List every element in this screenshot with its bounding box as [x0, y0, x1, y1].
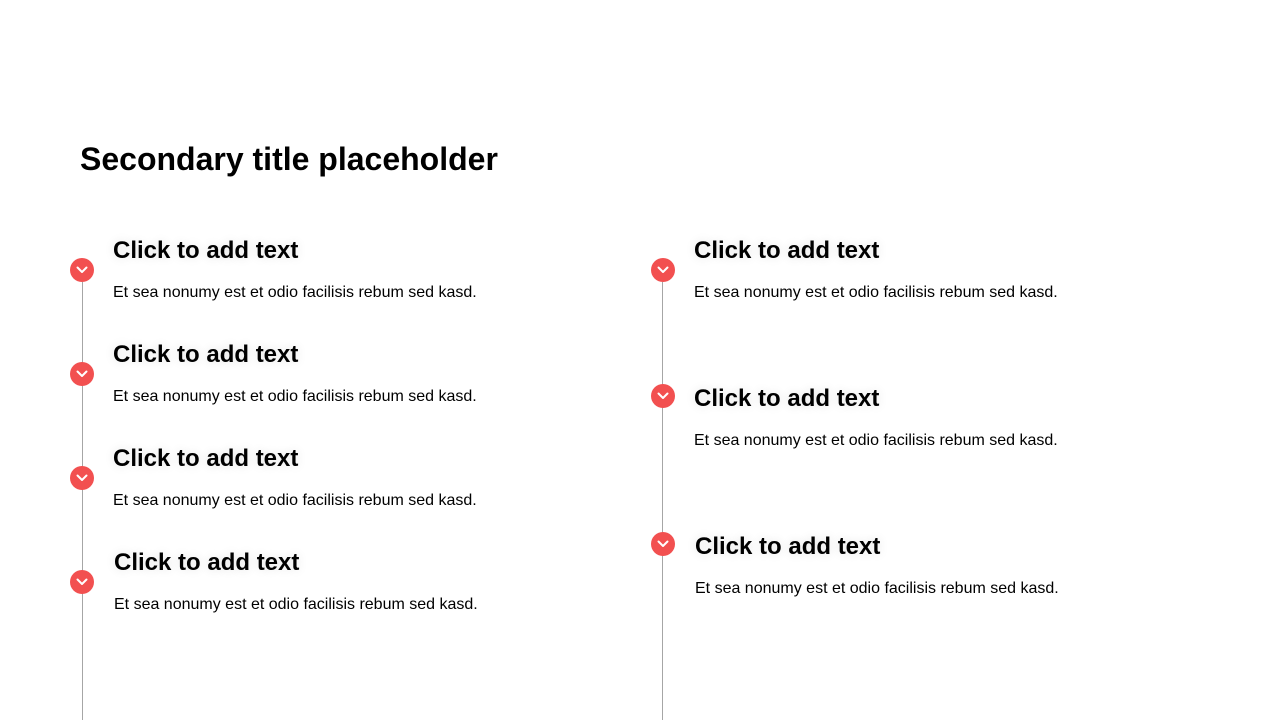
item-body[interactable]: Et sea nonumy est et odio facilisis rebum sed kasd. [114, 596, 478, 613]
item-heading[interactable]: Click to add text [113, 237, 299, 264]
chevron-down-icon [657, 266, 669, 274]
item-body[interactable]: Et sea nonumy est et odio facilisis rebum sed kasd. [694, 432, 1058, 449]
item-heading[interactable]: Click to add text [113, 445, 299, 472]
timeline-marker [651, 258, 675, 282]
timeline-marker [651, 532, 675, 556]
item-body[interactable]: Et sea nonumy est et odio facilisis rebum sed kasd. [113, 284, 477, 301]
item-heading[interactable]: Click to add text [113, 341, 299, 368]
item-body[interactable]: Et sea nonumy est et odio facilisis rebum sed kasd. [694, 284, 1058, 301]
page-title[interactable]: Secondary title placeholder [80, 141, 498, 177]
timeline-marker [70, 258, 94, 282]
timeline-marker [70, 570, 94, 594]
item-heading[interactable]: Click to add text [694, 237, 880, 264]
chevron-down-icon [76, 266, 88, 274]
item-heading[interactable]: Click to add text [694, 385, 880, 412]
chevron-down-icon [657, 540, 669, 548]
item-body[interactable]: Et sea nonumy est et odio facilisis rebum sed kasd. [113, 388, 477, 405]
item-body[interactable]: Et sea nonumy est et odio facilisis rebum sed kasd. [113, 492, 477, 509]
timeline-marker [651, 384, 675, 408]
timeline-line-right [662, 282, 663, 720]
timeline-marker [70, 466, 94, 490]
timeline-line-left [82, 282, 83, 720]
chevron-down-icon [76, 370, 88, 378]
item-body[interactable]: Et sea nonumy est et odio facilisis rebum sed kasd. [695, 580, 1059, 597]
item-heading[interactable]: Click to add text [114, 549, 300, 576]
chevron-down-icon [76, 578, 88, 586]
timeline-marker [70, 362, 94, 386]
chevron-down-icon [76, 474, 88, 482]
chevron-down-icon [657, 392, 669, 400]
item-heading[interactable]: Click to add text [695, 533, 881, 560]
